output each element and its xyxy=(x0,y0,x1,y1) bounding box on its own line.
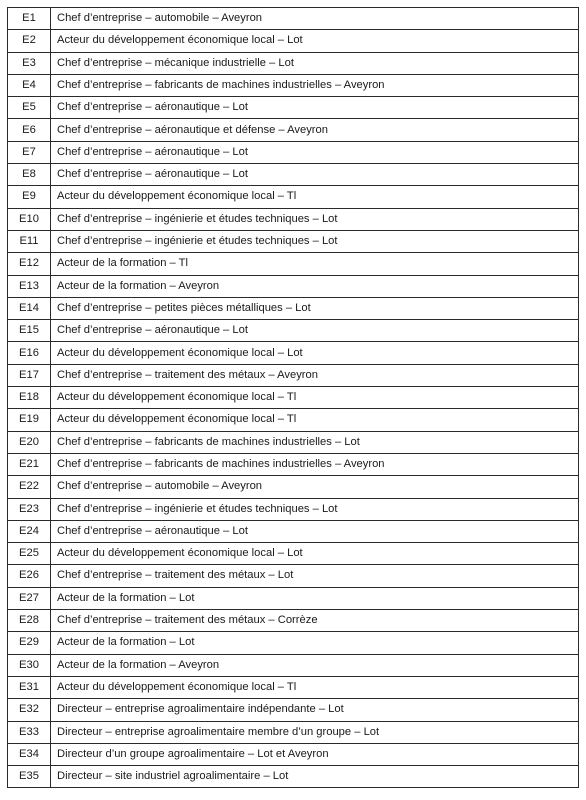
row-description-cell: Directeur d’un groupe agroalimentaire – Lot et Aveyron xyxy=(51,743,579,765)
row-code-cell: E6 xyxy=(8,119,51,141)
row-description-cell: Chef d’entreprise – aéronautique – Lot xyxy=(51,164,579,186)
row-description-cell: Directeur – site industriel agroalimentaire – Lot xyxy=(51,766,579,788)
row-code-cell: E15 xyxy=(8,320,51,342)
table-row xyxy=(8,431,579,453)
row-description-cell: Acteur du développement économique local – Tl xyxy=(51,186,579,208)
table-row xyxy=(8,520,579,542)
row-description-cell: Chef d’entreprise – automobile – Aveyron xyxy=(51,476,579,498)
table-row xyxy=(8,743,579,765)
row-description-cell: Chef d’entreprise – aéronautique – Lot xyxy=(51,520,579,542)
table-row xyxy=(8,766,579,788)
row-code-cell: E20 xyxy=(8,431,51,453)
interviewee-table xyxy=(7,7,579,788)
row-code-cell: E28 xyxy=(8,610,51,632)
row-code-cell: E7 xyxy=(8,141,51,163)
row-description-cell: Directeur – entreprise agroalimentaire indépendante – Lot xyxy=(51,699,579,721)
row-description-cell: Chef d’entreprise – fabricants de machines industrielles – Lot xyxy=(51,431,579,453)
table-row xyxy=(8,164,579,186)
row-code-cell: E14 xyxy=(8,297,51,319)
table-row xyxy=(8,342,579,364)
table-row xyxy=(8,610,579,632)
row-code-cell: E32 xyxy=(8,699,51,721)
table-row xyxy=(8,587,579,609)
row-description-cell: Chef d’entreprise – automobile – Aveyron xyxy=(51,8,579,30)
table-row xyxy=(8,297,579,319)
row-code-cell: E31 xyxy=(8,676,51,698)
row-description-cell: Chef d’entreprise – traitement des métaux – Aveyron xyxy=(51,364,579,386)
row-description-cell: Acteur de la formation – Lot xyxy=(51,632,579,654)
table-row xyxy=(8,119,579,141)
row-code-cell: E21 xyxy=(8,453,51,475)
row-code-cell: E5 xyxy=(8,97,51,119)
row-code-cell: E22 xyxy=(8,476,51,498)
table-body xyxy=(8,8,579,788)
row-code-cell: E18 xyxy=(8,387,51,409)
row-description-cell: Chef d’entreprise – aéronautique et défense – Aveyron xyxy=(51,119,579,141)
row-code-cell: E30 xyxy=(8,654,51,676)
row-description-cell: Chef d’entreprise – aéronautique – Lot xyxy=(51,320,579,342)
row-code-cell: E26 xyxy=(8,565,51,587)
row-code-cell: E27 xyxy=(8,587,51,609)
row-description-cell: Directeur – entreprise agroalimentaire membre d’un groupe – Lot xyxy=(51,721,579,743)
row-description-cell: Acteur du développement économique local – Lot xyxy=(51,30,579,52)
row-code-cell: E11 xyxy=(8,230,51,252)
row-code-cell: E3 xyxy=(8,52,51,74)
table-row xyxy=(8,387,579,409)
row-code-cell: E8 xyxy=(8,164,51,186)
row-code-cell: E34 xyxy=(8,743,51,765)
row-code-cell: E29 xyxy=(8,632,51,654)
row-code-cell: E23 xyxy=(8,498,51,520)
row-code-cell: E35 xyxy=(8,766,51,788)
table-row xyxy=(8,676,579,698)
row-description-cell: Acteur du développement économique local – Lot xyxy=(51,342,579,364)
row-description-cell: Acteur de la formation – Lot xyxy=(51,587,579,609)
table-row xyxy=(8,498,579,520)
row-description-cell: Chef d’entreprise – petites pièces métalliques – Lot xyxy=(51,297,579,319)
row-code-cell: E4 xyxy=(8,74,51,96)
row-description-cell: Chef d’entreprise – ingénierie et études techniques – Lot xyxy=(51,230,579,252)
table-row xyxy=(8,409,579,431)
row-code-cell: E16 xyxy=(8,342,51,364)
row-code-cell: E24 xyxy=(8,520,51,542)
table-row xyxy=(8,320,579,342)
table-row xyxy=(8,74,579,96)
row-code-cell: E13 xyxy=(8,275,51,297)
row-description-cell: Chef d’entreprise – traitement des métaux – Corrèze xyxy=(51,610,579,632)
table-row xyxy=(8,565,579,587)
table-row xyxy=(8,543,579,565)
table-row xyxy=(8,253,579,275)
table-row xyxy=(8,654,579,676)
row-description-cell: Acteur du développement économique local – Tl xyxy=(51,387,579,409)
row-description-cell: Acteur de la formation – Aveyron xyxy=(51,654,579,676)
row-description-cell: Chef d’entreprise – fabricants de machines industrielles – Aveyron xyxy=(51,453,579,475)
table-row xyxy=(8,52,579,74)
row-code-cell: E10 xyxy=(8,208,51,230)
row-description-cell: Acteur de la formation – Tl xyxy=(51,253,579,275)
table-row xyxy=(8,141,579,163)
table-row xyxy=(8,364,579,386)
row-description-cell: Chef d’entreprise – ingénierie et études techniques – Lot xyxy=(51,498,579,520)
table-row xyxy=(8,8,579,30)
row-code-cell: E1 xyxy=(8,8,51,30)
row-code-cell: E25 xyxy=(8,543,51,565)
table-row xyxy=(8,721,579,743)
row-description-cell: Acteur du développement économique local – Lot xyxy=(51,543,579,565)
row-description-cell: Chef d’entreprise – traitement des métaux – Lot xyxy=(51,565,579,587)
row-description-cell: Chef d’entreprise – ingénierie et études techniques – Lot xyxy=(51,208,579,230)
row-code-cell: E2 xyxy=(8,30,51,52)
table-row xyxy=(8,230,579,252)
row-description-cell: Chef d’entreprise – mécanique industrielle – Lot xyxy=(51,52,579,74)
row-description-cell: Chef d’entreprise – fabricants de machines industrielles – Aveyron xyxy=(51,74,579,96)
row-code-cell: E33 xyxy=(8,721,51,743)
table-row xyxy=(8,275,579,297)
table-row xyxy=(8,208,579,230)
row-description-cell: Acteur de la formation – Aveyron xyxy=(51,275,579,297)
table-row xyxy=(8,476,579,498)
table-row xyxy=(8,699,579,721)
table-row xyxy=(8,186,579,208)
row-description-cell: Chef d’entreprise – aéronautique – Lot xyxy=(51,141,579,163)
row-description-cell: Acteur du développement économique local – Tl xyxy=(51,409,579,431)
row-code-cell: E17 xyxy=(8,364,51,386)
row-code-cell: E9 xyxy=(8,186,51,208)
table-row xyxy=(8,97,579,119)
table-row xyxy=(8,453,579,475)
table-row xyxy=(8,30,579,52)
row-code-cell: E12 xyxy=(8,253,51,275)
row-code-cell: E19 xyxy=(8,409,51,431)
row-description-cell: Chef d’entreprise – aéronautique – Lot xyxy=(51,97,579,119)
row-description-cell: Acteur du développement économique local – Tl xyxy=(51,676,579,698)
table-row xyxy=(8,632,579,654)
